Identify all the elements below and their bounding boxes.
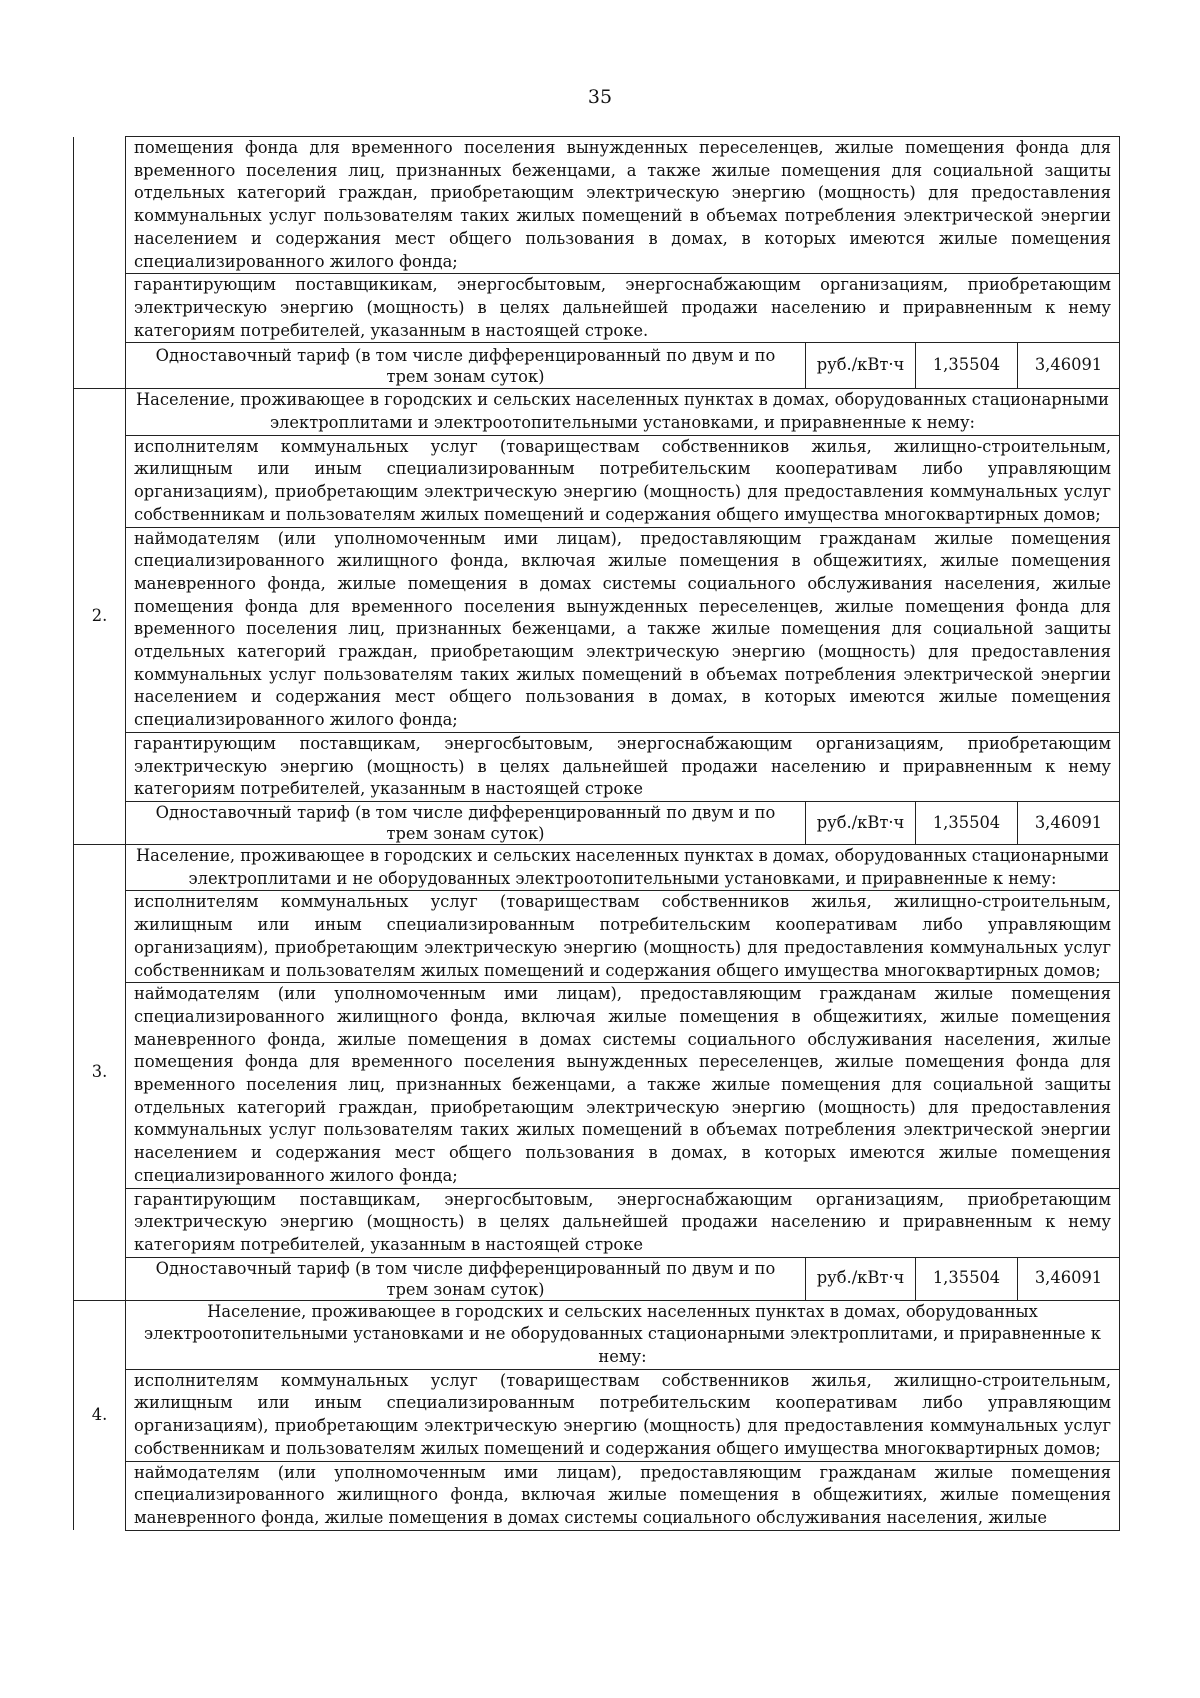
consumer-category-text: наймодателям (или уполномоченным ими лицам), предоставляющим гражданам жилые помещения специализированного жилищного фонда, включая жилые помещения в общежитиях, жилые помещения маневренного фонда, жилые помещения в домах системы социального обслуживания населения, жилые помещения фонда для временного поселения вынужденных переселенцев, жилые помещения фонда для временного поселения лиц, признанных беженцами, а также жилые помещения для социальной защиты отдельных категорий граждан, приобретающим электрическую энергию (мощность) для предоставления коммунальных услуг пользователям таких жилых помещений в объемах потребления электрической энергии населением и содержания мест общего пользования в домах, в которых имеются жилые помещения специализированного жилого фонда; (126, 527, 1120, 732)
tariff-unit: руб./кВт·ч (806, 1257, 916, 1300)
tariff-label: Одноставочный тариф (в том числе дифференцированный по двум и по трем зонам суток) (126, 343, 806, 389)
tariff-unit: руб./кВт·ч (806, 801, 916, 844)
tariff-row (74, 801, 1120, 844)
table-row (74, 891, 1120, 983)
row-number-cell (74, 137, 126, 389)
tariff-value-1: 1,35504 (916, 1257, 1018, 1300)
tariff-unit: руб./кВт·ч (806, 343, 916, 389)
table-row (74, 1300, 1120, 1369)
table-row (74, 844, 1120, 890)
table-row (74, 732, 1120, 801)
tariff-value-1: 1,35504 (916, 801, 1018, 844)
table-row (74, 274, 1120, 343)
row-number: 2. (74, 389, 126, 845)
table-row (74, 1188, 1120, 1257)
tariff-value-2: 3,46091 (1018, 801, 1120, 844)
consumer-category-text: помещения фонда для временного поселения вынужденных переселенцев, жилые помещения фонда для временного поселения лиц, признанных беженцами, а также жилые помещения для социальной защиты отдельных категорий граждан, приобретающим электрическую энергию (мощность) для предоставления коммунальных услуг пользователям таких жилых помещений в объемах потребления электрической энергии населением и содержания мест общего пользования в домах, в которых имеются жилые помещения специализированного жилого фонда; (126, 137, 1120, 274)
section-header: Население, проживающее в городских и сельских населенных пунктах в домах, оборудованных электроотопительными установками и не оборудованных стационарными электроплитами, и приравненные к нему: (126, 1300, 1120, 1369)
tariff-value-2: 3,46091 (1018, 343, 1120, 389)
consumer-category-text: исполнителям коммунальных услуг (товариществам собственников жилья, жилищно-строительным, жилищным или иным специализированным потребительским кооперативам либо управляющим организациям), приобретающим электрическую энергию (мощность) для предоставления коммунальных услуг собственникам и пользователям жилых помещений и содержания общего имущества многоквартирных домов; (126, 891, 1120, 983)
consumer-category-text: гарантирующим поставщикам, энергосбытовым, энергоснабжающим организациям, приобретающим электрическую энергию (мощность) в целях дальнейшей продажи населению и приравненным к нему категориям потребителей, указанным в настоящей строке (126, 1188, 1120, 1257)
section-header: Население, проживающее в городских и сельских населенных пунктах в домах, оборудованных стационарными электроплитами и не оборудованных электроотопительными установками, и приравненные к нему: (126, 844, 1120, 890)
table-row (74, 527, 1120, 732)
consumer-category-text: наймодателям (или уполномоченным ими лицам), предоставляющим гражданам жилые помещения специализированного жилищного фонда, включая жилые помещения в общежитиях, жилые помещения маневренного фонда, жилые помещения в домах системы социального обслуживания населения, жилые (126, 1461, 1120, 1530)
consumer-category-text: гарантирующим поставщикикам, энергосбытовым, энергоснабжающим организациям, приобретающим электрическую энергию (мощность) в целях дальнейшей продажи населению и приравненным к нему категориям потребителей, указанным в настоящей строке. (126, 274, 1120, 343)
consumer-category-text: наймодателям (или уполномоченным ими лицам), предоставляющим гражданам жилые помещения специализированного жилищного фонда, включая жилые помещения в общежитиях, жилые помещения маневренного фонда, жилые помещения в домах системы социального обслуживания населения, жилые помещения фонда для временного поселения вынужденных переселенцев, жилые помещения фонда для временного поселения лиц, признанных беженцами, а также жилые помещения для социальной защиты отдельных категорий граждан, приобретающим электрическую энергию (мощность) для предоставления коммунальных услуг пользователям таких жилых помещений в объемах потребления электрической энергии населением и содержания мест общего пользования в домах, в которых имеются жилые помещения специализированного жилого фонда; (126, 983, 1120, 1188)
tariff-value-2: 3,46091 (1018, 1257, 1120, 1300)
consumer-category-text: гарантирующим поставщикам, энергосбытовым, энергоснабжающим организациям, приобретающим электрическую энергию (мощность) в целях дальнейшей продажи населению и приравненным к нему категориям потребителей, указанным в настоящей строке (126, 732, 1120, 801)
page-number: 35 (587, 86, 613, 108)
table-row (74, 1461, 1120, 1530)
tariff-row (74, 343, 1120, 389)
section-header: Население, проживающее в городских и сельских населенных пунктах в домах, оборудованных стационарными электроплитами и электроотопительными установками, и приравненные к нему: (126, 389, 1120, 435)
table-row (74, 435, 1120, 527)
tariff-table (73, 136, 1120, 1531)
tariff-value-1: 1,35504 (916, 343, 1018, 389)
tariff-row (74, 1257, 1120, 1300)
row-number: 3. (74, 844, 126, 1300)
table-row (74, 389, 1120, 435)
table-row (74, 1369, 1120, 1461)
consumer-category-text: исполнителям коммунальных услуг (товариществам собственников жилья, жилищно-строительным, жилищным или иным специализированным потребительским кооперативам либо управляющим организациям), приобретающим электрическую энергию (мощность) для предоставления коммунальных услуг собственникам и пользователям жилых помещений и содержания общего имущества многоквартирных домов; (126, 435, 1120, 527)
consumer-category-text: исполнителям коммунальных услуг (товариществам собственников жилья, жилищно-строительным, жилищным или иным специализированным потребительским кооперативам либо управляющим организациям), приобретающим электрическую энергию (мощность) для предоставления коммунальных услуг собственникам и пользователям жилых помещений и содержания общего имущества многоквартирных домов; (126, 1369, 1120, 1461)
row-number: 4. (74, 1300, 126, 1530)
table-row (74, 137, 1120, 274)
table-row (74, 983, 1120, 1188)
tariff-label: Одноставочный тариф (в том числе дифференцированный по двум и по трем зонам суток) (126, 1257, 806, 1300)
tariff-label: Одноставочный тариф (в том числе дифференцированный по двум и по трем зонам суток) (126, 801, 806, 844)
